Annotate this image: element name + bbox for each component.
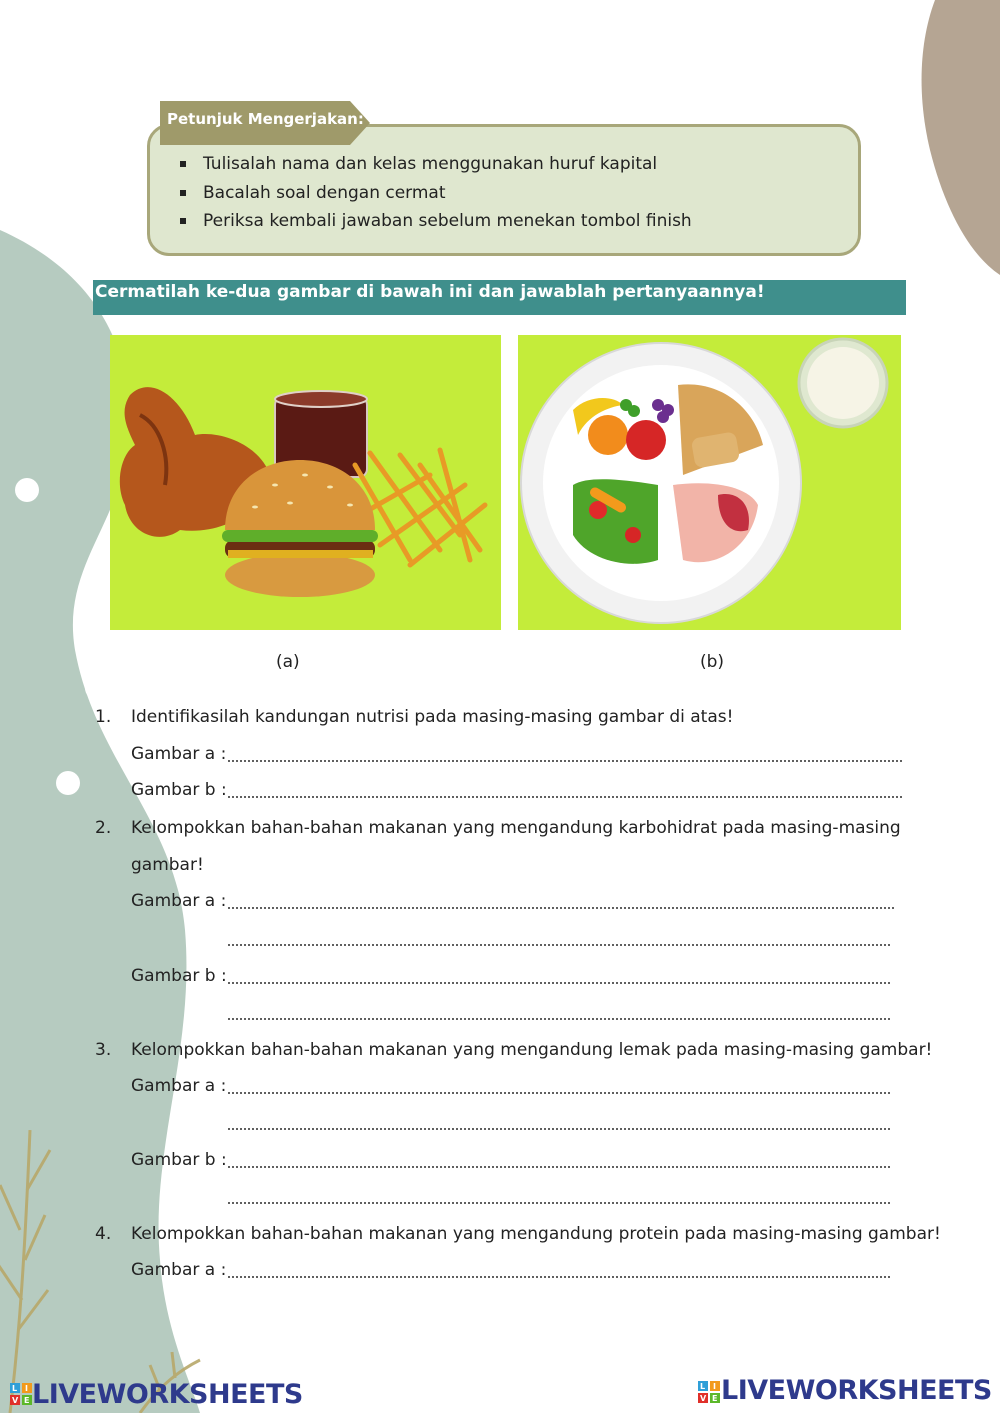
answer-label-b: Gambar b : (131, 1150, 227, 1170)
logo-letter: V (700, 1394, 707, 1403)
answer-line-2b[interactable] (227, 982, 892, 984)
question-number: 1. (95, 707, 112, 727)
liveworksheets-logo-left: LIVEWORKSHEETS (32, 1379, 303, 1410)
logo-letter: I (713, 1382, 716, 1391)
answer-label-b: Gambar b : (131, 780, 227, 800)
answer-label-a: Gambar a : (131, 891, 227, 911)
task-banner: Cermatilah ke-dua gambar di bawah ini dan jawablah pertanyaannya! (93, 280, 906, 315)
instruction-item: Tulisalah nama dan kelas menggunakan huruf kapital (180, 150, 692, 179)
answer-line-3a[interactable] (227, 1092, 892, 1094)
logo-letter: L (700, 1382, 706, 1391)
answer-line-3b-cont[interactable] (227, 1202, 892, 1204)
liveworksheets-logo-icon (10, 1383, 32, 1405)
answer-label-b: Gambar b : (131, 966, 227, 986)
answer-label-a: Gambar a : (131, 744, 227, 764)
instruction-item: Periksa kembali jawaban sebelum menekan tombol finish (180, 207, 692, 236)
question-text: Kelompokkan bahan-bahan makanan yang mengandung karbohidrat pada masing-masing (131, 818, 901, 838)
answer-line-1b[interactable] (227, 796, 902, 798)
instructions-tab (160, 101, 370, 145)
logo-letter: I (25, 1384, 28, 1393)
question-text: Identifikasilah kandungan nutrisi pada masing-masing gambar di atas! (131, 707, 734, 727)
instruction-item: Bacalah soal dengan cermat (180, 179, 692, 208)
question-number: 3. (95, 1040, 112, 1060)
question-text-continued: gambar! (131, 855, 204, 875)
liveworksheets-logo-right: LIVEWORKSHEETS (721, 1375, 992, 1406)
liveworksheets-logo-icon (698, 1381, 720, 1403)
logo-letter: V (12, 1396, 19, 1405)
logo-letter: E (712, 1394, 718, 1403)
caption-a: (a) (276, 652, 300, 672)
logo-letter: L (12, 1384, 18, 1393)
question-text: Kelompokkan bahan-bahan makanan yang mengandung lemak pada masing-masing gambar! (131, 1040, 933, 1060)
answer-line-2a-cont[interactable] (227, 944, 892, 946)
logo-letter: E (24, 1396, 30, 1405)
answer-line-1a[interactable] (227, 760, 902, 762)
question-text: Kelompokkan bahan-bahan makanan yang mengandung protein pada masing-masing gambar! (131, 1224, 941, 1244)
answer-label-a: Gambar a : (131, 1076, 227, 1096)
instructions-title: Petunjuk Mengerjakan: (167, 110, 364, 128)
answer-line-2a[interactable] (227, 907, 895, 909)
question-number: 2. (95, 818, 112, 838)
caption-b: (b) (700, 652, 725, 672)
healthy-plate-image (518, 335, 901, 630)
answer-line-3a-cont[interactable] (227, 1128, 892, 1130)
fast-food-image (110, 335, 501, 630)
answer-line-4a[interactable] (227, 1276, 892, 1278)
answer-line-3b[interactable] (227, 1166, 892, 1168)
answer-label-a: Gambar a : (131, 1260, 227, 1280)
instructions-list (180, 150, 692, 236)
answer-line-2b-cont[interactable] (227, 1018, 892, 1020)
question-number: 4. (95, 1224, 112, 1244)
